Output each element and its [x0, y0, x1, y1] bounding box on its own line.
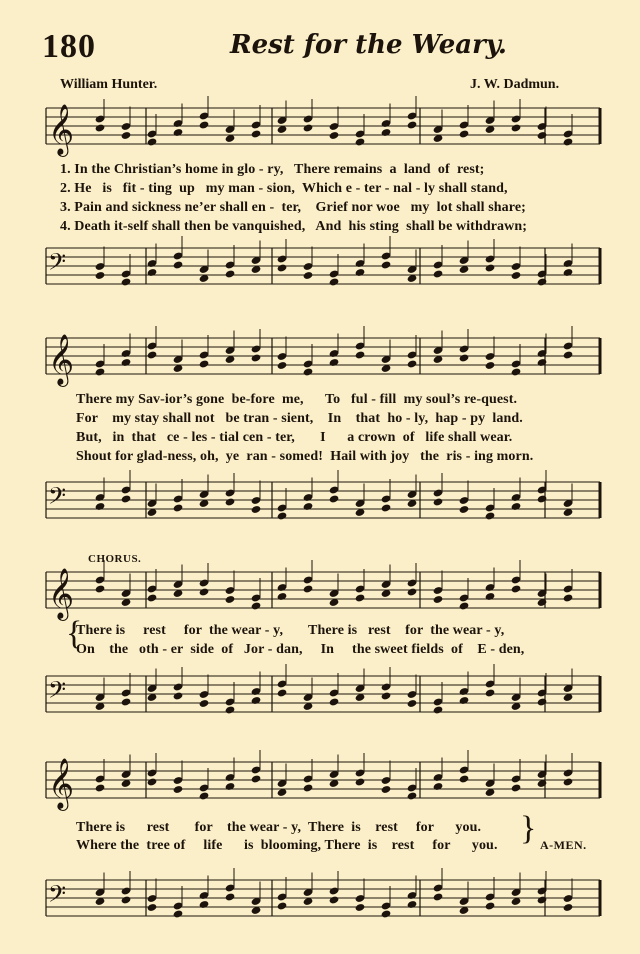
staff-bass [0, 672, 640, 722]
notehead [173, 909, 184, 918]
notehead [147, 268, 158, 277]
notehead [147, 593, 158, 602]
notehead [511, 271, 522, 280]
notehead [173, 260, 184, 269]
staff-bass [0, 244, 640, 294]
notehead [277, 511, 288, 520]
notehead [563, 268, 574, 277]
notehead [485, 901, 496, 910]
lyric-line: There is rest for the wear - y, There is rest for you. [76, 820, 482, 835]
notehead [511, 502, 522, 511]
notehead [251, 353, 262, 362]
notehead [329, 131, 340, 140]
notehead [225, 782, 236, 791]
notehead [563, 350, 574, 359]
notehead [147, 777, 158, 786]
notehead [277, 901, 288, 910]
notehead [485, 592, 496, 601]
notehead [173, 691, 184, 700]
notehead [303, 584, 314, 593]
notehead [511, 123, 522, 132]
notehead [95, 271, 106, 280]
notehead [95, 367, 106, 376]
notehead [381, 503, 392, 512]
notehead [251, 601, 262, 610]
notehead [251, 774, 262, 783]
notehead [459, 601, 470, 610]
notehead [225, 269, 236, 278]
lyric-line: 2. He is fit - ting up my man - sion, Which e - ter - nal - ly shall stand, [60, 181, 508, 196]
notehead [407, 900, 418, 909]
staff-bass [0, 478, 640, 528]
notehead [173, 785, 184, 794]
notehead [563, 593, 574, 602]
notehead [199, 120, 210, 129]
staff-treble [0, 334, 640, 384]
lyric-line: 3. Pain and sickness ne’er shall en - ter, Grief nor woe my lot shall share; [60, 200, 526, 215]
notehead [381, 691, 392, 700]
lyricist: William Hunter. [60, 77, 158, 92]
chorus-label: CHORUS. [88, 553, 142, 565]
treble-clef-icon: 𝄞 [48, 104, 75, 155]
notehead [459, 774, 470, 783]
bass-clef-icon: 𝄢 [48, 482, 67, 515]
notehead [329, 895, 340, 904]
notehead [121, 697, 132, 706]
hymn-title: Rest for the Weary. [230, 30, 507, 60]
lyric-line: There is rest for the wear - y, There is rest for the wear - y, [76, 623, 505, 638]
notehead [381, 785, 392, 794]
notehead [563, 903, 574, 912]
notehead [459, 129, 470, 138]
bass-clef-icon: 𝄢 [48, 248, 67, 281]
notehead [251, 129, 262, 138]
notehead [329, 697, 340, 706]
notehead [225, 497, 236, 506]
notehead [355, 350, 366, 359]
notehead [459, 505, 470, 514]
notehead [251, 505, 262, 514]
notehead [95, 502, 106, 511]
notehead [225, 705, 236, 714]
lyric-line: 1. In the Christian’s home in glo - ry, There remains a land of rest; [60, 162, 485, 177]
notehead [147, 903, 158, 912]
notehead [121, 895, 132, 904]
notehead [433, 497, 444, 506]
notehead [433, 705, 444, 714]
notehead [329, 358, 340, 367]
notehead [121, 277, 132, 286]
notehead [225, 892, 236, 901]
notehead [277, 361, 288, 370]
notehead [95, 123, 106, 132]
notehead [147, 137, 158, 146]
amen: A-MEN. [540, 838, 587, 852]
notehead [381, 128, 392, 137]
notehead [173, 503, 184, 512]
treble-clef-icon: 𝄞 [48, 334, 75, 385]
notehead [485, 263, 496, 272]
notehead [303, 271, 314, 280]
notehead [95, 584, 106, 593]
staff-treble [0, 568, 640, 618]
notehead [199, 359, 210, 368]
notehead [355, 903, 366, 912]
treble-clef-icon: 𝄞 [48, 568, 75, 619]
lyric-line: There my Sav-ior’s gone be-fore me, To ful - fill my soul’s re-quest. [76, 392, 518, 407]
notehead [277, 263, 288, 272]
notehead [355, 777, 366, 786]
notehead [303, 502, 314, 511]
notehead [277, 688, 288, 697]
notehead [407, 359, 418, 368]
bass-clef-icon: 𝄢 [48, 880, 67, 913]
notehead [537, 494, 548, 503]
notehead [199, 900, 210, 909]
staff-treble [0, 758, 640, 808]
notehead [277, 592, 288, 601]
notehead [511, 584, 522, 593]
notehead [433, 269, 444, 278]
notehead [563, 777, 574, 786]
notehead [381, 909, 392, 918]
treble-clef-icon: 𝄞 [48, 758, 75, 809]
notehead [563, 137, 574, 146]
notehead [147, 350, 158, 359]
notehead [537, 895, 548, 904]
bass-clef-icon: 𝄢 [48, 676, 67, 709]
notehead [511, 367, 522, 376]
notehead [485, 688, 496, 697]
notehead [251, 696, 262, 705]
lyric-line: But, in that ce - les - tial cen - ter, I a crown of life shall wear. [76, 430, 513, 445]
notehead [225, 595, 236, 604]
staff-treble [0, 104, 640, 154]
notehead [329, 494, 340, 503]
notehead [433, 892, 444, 901]
notehead [199, 587, 210, 596]
notehead [537, 131, 548, 140]
notehead [407, 699, 418, 708]
notehead [173, 128, 184, 137]
notehead [121, 358, 132, 367]
notehead [433, 595, 444, 604]
lyric-line: 4. Death it-self shall then be vanquished, And his sting shall be withdrawn; [60, 219, 527, 234]
notehead [303, 367, 314, 376]
brace: { [66, 615, 83, 652]
lyric-line: On the oth - er side of Jor - dan, In the sweet fields of E - den, [76, 642, 525, 657]
notehead [303, 783, 314, 792]
notehead [121, 494, 132, 503]
brace: } [520, 810, 537, 847]
lyric-line: Where the tree of life is blooming, There is rest for you. [76, 838, 498, 853]
notehead [537, 358, 548, 367]
lyric-line: For my stay shall not be tran - sient, In that ho - ly, hap - py land. [76, 411, 523, 426]
notehead [199, 699, 210, 708]
notehead [485, 361, 496, 370]
notehead [355, 137, 366, 146]
notehead [121, 131, 132, 140]
notehead [433, 782, 444, 791]
notehead [537, 697, 548, 706]
staff-bass [0, 876, 640, 926]
composer: J. W. Dadmun. [470, 77, 560, 92]
hymn-number: 180 [42, 28, 96, 65]
notehead [199, 791, 210, 800]
notehead [407, 587, 418, 596]
notehead [485, 511, 496, 520]
notehead [329, 277, 340, 286]
notehead [537, 277, 548, 286]
notehead [459, 353, 470, 362]
notehead [355, 268, 366, 277]
notehead [381, 260, 392, 269]
notehead [459, 696, 470, 705]
lyric-line: Shout for glad-ness, oh, ye ran - somed! Hail with joy the ris - ing morn. [76, 449, 534, 464]
notehead [407, 791, 418, 800]
notehead [95, 783, 106, 792]
notehead [355, 593, 366, 602]
notehead [407, 120, 418, 129]
notehead [303, 123, 314, 132]
notehead [511, 783, 522, 792]
